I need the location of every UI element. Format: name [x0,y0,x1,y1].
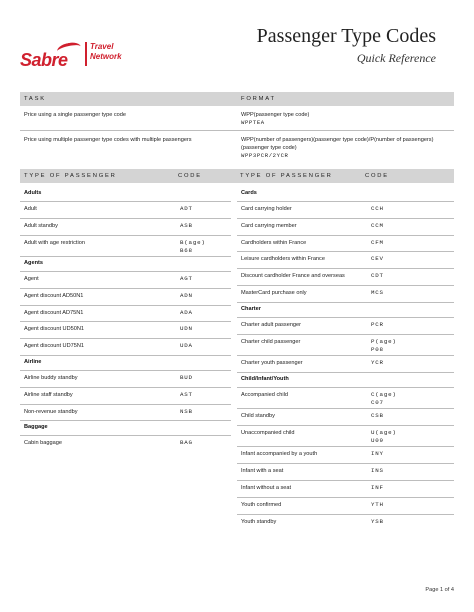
passenger-type-label: Airline buddy standby [24,375,78,381]
format-column-header: FORMAT [241,95,276,102]
passenger-type-label: Adult with age restriction [24,239,85,246]
row-divider [20,435,231,436]
passenger-type-code: AST [180,390,193,398]
passenger-type-label: Discount cardholder France and overseas [241,273,345,280]
passenger-type-code: CFM [371,238,384,246]
row-divider [20,355,231,356]
logo-swirl-icon [56,41,82,58]
section-heading: Adults [24,190,42,196]
passenger-type-code: YCR [371,359,384,366]
row-divider [20,370,231,371]
passenger-type-label: Adult standby [24,222,58,229]
passenger-type-code: ADA [180,308,193,316]
passenger-type-label: Youth confirmed [241,501,282,508]
row-divider [20,305,231,306]
code-column-header-left: CODE [178,172,202,179]
passenger-type-code: U(age) [371,429,397,436]
row-divider [20,271,231,272]
passenger-type-code-example: U09 [371,437,384,444]
task-column-header: TASK [24,95,46,102]
row-divider [20,130,454,131]
passenger-type-label: Youth standby [241,518,277,525]
row-divider [20,218,231,219]
passenger-type-code: INF [371,484,384,491]
passenger-type-code: INS [371,467,384,475]
page-number: Page 1 of 4 [425,587,454,593]
passenger-type-label: Card carrying member [241,222,297,229]
passenger-type-code-example: P08 [371,345,384,353]
page-title: Passenger Type Codes [256,25,436,47]
passenger-type-code: ADT [180,205,193,212]
passenger-type-code: B(age) [180,238,206,246]
passenger-type-label: Infant with a seat [241,468,284,475]
row-divider [237,480,454,481]
row-divider [237,514,454,515]
section-heading: Child/Infant/Youth [241,375,289,382]
passenger-type-label: Infant accompanied by a youth [241,451,318,458]
passenger-type-code: ASB [180,221,193,229]
row-divider [20,338,231,339]
section-heading: Baggage [24,424,48,431]
passenger-type-code: C(age) [371,390,397,398]
row-divider [237,425,454,426]
passenger-type-label: Adult [24,206,37,212]
passenger-type-code-example: B68 [180,246,193,254]
passenger-type-label: Charter youth passenger [241,360,303,366]
section-heading: Charter [241,305,261,312]
row-divider [20,387,231,388]
passenger-type-code-example: C07 [371,398,384,406]
logo-subtitle: Travel Network [90,42,122,61]
passenger-type-code: CCM [371,221,384,229]
section-heading: Agents [24,260,43,266]
passenger-type-code: CCH [371,205,384,212]
section-heading: Cards [241,190,257,196]
passenger-type-label: Agent discount AD75N1 [24,309,84,316]
task-table-header [20,92,454,106]
row-divider [20,201,231,202]
passenger-type-code: NSB [180,407,193,415]
page-subtitle: Quick Reference [356,51,436,65]
passenger-type-label: Card carrying holder [241,206,292,212]
passenger-type-label: Unaccompanied child [241,430,295,436]
sabre-logo [20,40,120,70]
row-divider [237,302,454,303]
row-divider [237,355,454,356]
row-divider [20,288,231,289]
row-divider [20,321,231,322]
row-divider [20,404,231,405]
row-divider [20,420,231,421]
passenger-type-code: MCS [371,289,384,296]
section-heading: Airline [24,359,42,365]
passenger-type-code: YSB [371,517,384,525]
row-divider [237,408,454,409]
passenger-type-label: Non-revenue standby [24,408,78,415]
passenger-type-label: Agent discount AD50N1 [24,292,84,299]
passenger-type-label: Agent discount UD50N1 [24,326,85,333]
row-divider [237,497,454,498]
passenger-type-code: BAG [180,439,193,447]
row-divider [237,235,454,236]
passenger-type-label: Charter adult passenger [241,321,302,328]
row-divider [237,334,454,335]
format-cell: WPP(passenger type code) WPPTEA [241,111,453,127]
passenger-type-label: Agent [24,276,39,282]
passenger-type-code: CSB [371,412,384,420]
passenger-type-label: Child standby [241,413,275,420]
code-column-header-right: CODE [365,172,389,179]
passenger-type-code: PCR [371,320,384,328]
format-example: WPPTEA [241,119,265,126]
row-divider [237,268,454,269]
row-divider [237,218,454,219]
passenger-type-label: Charter child passenger [241,338,301,345]
logo-wordmark: Sabre [20,50,68,70]
passenger-type-label: Agent discount UD75N1 [24,343,85,350]
passenger-type-code: CDT [371,272,384,280]
format-cell: WPP(number of passengers)(passenger type code)/P(number of passengers)(passenger type code) WPP3PCR/2YCR [241,136,453,160]
passenger-type-code: INY [371,450,384,458]
passenger-type-label: Airline staff standby [24,391,73,398]
row-divider [237,372,454,373]
row-divider [237,251,454,252]
row-divider [237,463,454,464]
passenger-type-code: AGT [180,275,193,282]
row-divider [237,285,454,286]
passenger-type-label: Leisure cardholders within France [241,256,325,263]
passenger-type-code: BUD [180,374,193,381]
format-example: WPP3PCR/2YCR [241,152,289,159]
passenger-type-label: Cabin baggage [24,440,62,447]
type-column-header-left: TYPE OF PASSENGER [24,172,117,179]
passenger-type-code: P(age) [371,337,397,345]
row-divider [237,201,454,202]
passenger-type-label: Infant without a seat [241,485,292,491]
passenger-type-code: YTH [371,500,384,508]
passenger-type-label: Accompanied child [241,391,288,398]
ptc-table-header [20,169,454,183]
passenger-type-code: CEV [371,255,384,263]
type-column-header-right: TYPE OF PASSENGER [240,172,333,179]
passenger-type-label: MasterCard purchase only [241,290,307,296]
task-cell: Price using multiple passenger type codes with multiple passengers [24,137,192,143]
logo-divider [85,42,87,66]
passenger-type-code: UDA [180,342,193,350]
row-divider [20,256,231,257]
row-divider [20,235,231,236]
row-divider [237,317,454,318]
passenger-type-code: ADN [180,291,193,299]
row-divider [237,387,454,388]
passenger-type-label: Cardholders within France [241,239,307,246]
task-cell: Price using a single passenger type code [24,112,126,118]
passenger-type-code: UDN [180,325,193,333]
row-divider [237,446,454,447]
